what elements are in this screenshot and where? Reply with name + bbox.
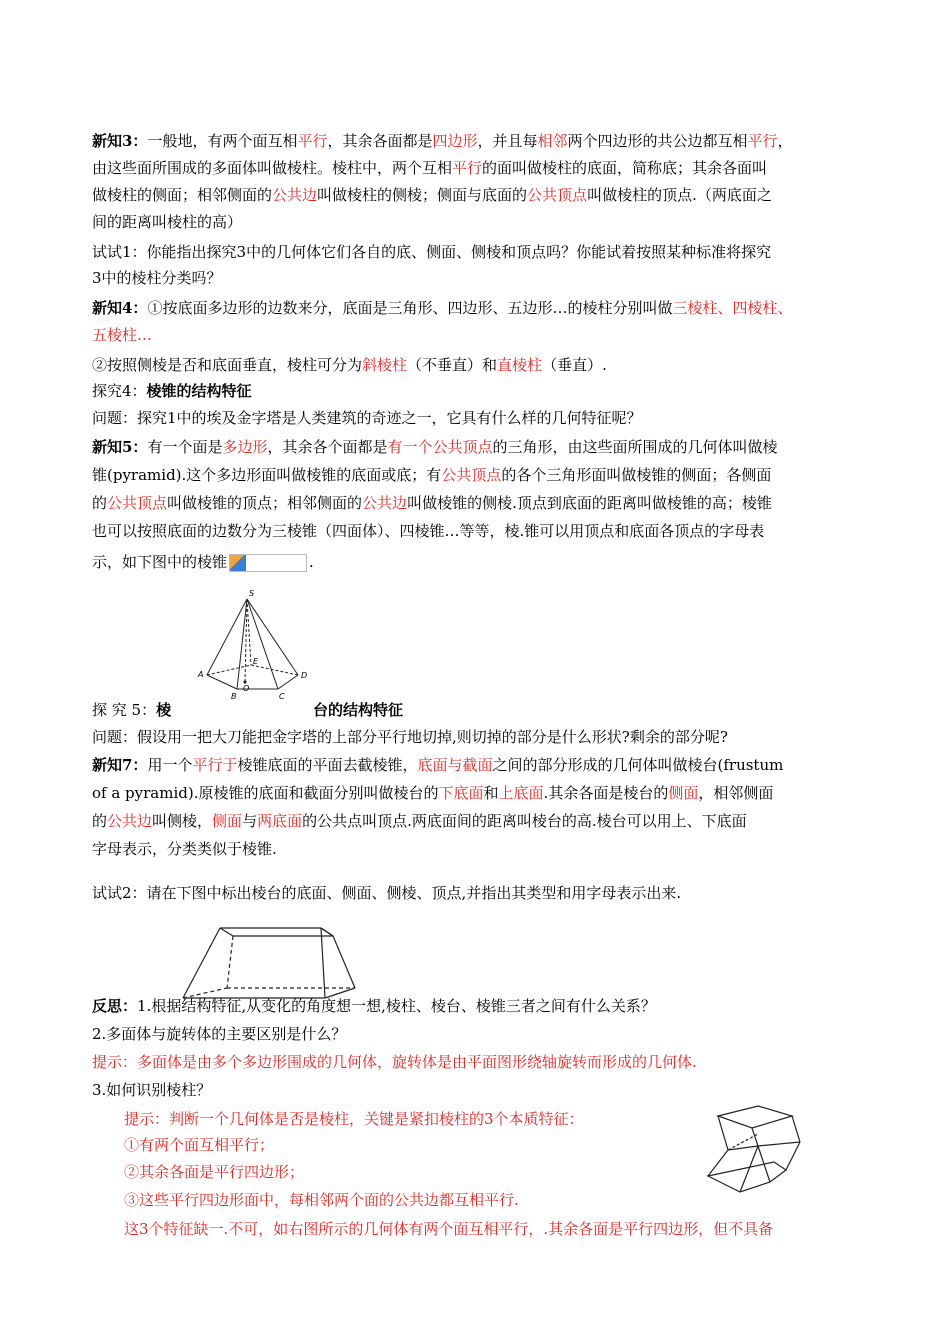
xz7-label: 新知7： (92, 756, 148, 774)
pyramid-figure (195, 585, 320, 701)
highlight: 相邻 (537, 132, 568, 150)
text: .其余各面是棱台的 (543, 784, 669, 802)
text: ，其余各个面都是 (267, 438, 388, 456)
xz7-line-3 (92, 811, 747, 831)
tip3-line-3: ②其余各面是平行四边形； (124, 1163, 305, 1181)
text: 探究4： (92, 382, 147, 400)
highlight: 斜棱柱 (362, 356, 408, 374)
xz3-line-1 (92, 131, 793, 151)
highlight: 侧面 (668, 784, 699, 802)
text: 叫做棱柱的侧棱；侧面与底面的 (317, 186, 528, 204)
wenti2: 问题：假设用一把大刀能把金字塔的上部分平行地切掉,则切掉的部分是什么形状?剩余的部分呢? (92, 728, 728, 746)
text: 和 (483, 784, 499, 802)
wenti1: 问题：探究1中的埃及金字塔是人类建筑的奇迹之一，它具有什么样的几何特征呢？ (92, 409, 642, 427)
xz5-line-2 (92, 465, 771, 485)
tip2: 提示：多面体是由多个多边形围成的几何体，旋转体是由平面图形绕轴旋转而形成的几何体. (92, 1053, 697, 1071)
highlight: 公共顶点 (107, 494, 168, 512)
text: 做棱柱的侧面；相邻侧面的 (92, 186, 273, 204)
highlight: 公共顶点 (441, 466, 502, 484)
text: （不垂直）和 (407, 356, 498, 374)
xz4-line-1 (92, 298, 792, 318)
shishi1-line-1: 试试1：你能指出探究3中的几何体它们各自的底、侧面、侧棱和顶点吗？你能试着按照某种标准将探究 (92, 243, 772, 261)
text: 的 (92, 812, 108, 830)
text: （垂直）. (542, 356, 607, 374)
text: 的三角形，由这些面所围成的几何体叫做棱 (492, 438, 778, 456)
highlight: 公共顶点 (527, 186, 588, 204)
text: . (309, 553, 314, 571)
xz7-line-2 (92, 783, 773, 803)
highlight: 直棱柱 (497, 356, 543, 374)
text: 棱锥底面的平面去截棱锥， (237, 756, 418, 774)
highlight: 底面与截面 (417, 756, 493, 774)
twisted-prism-figure (700, 1102, 810, 1197)
tip3-line-5: 这3个特征缺一.不可，如右图所示的几何体有两个面互相平行，.其余各面是平行四边形，但不具备 (124, 1220, 774, 1238)
xz4-line-3 (92, 355, 607, 375)
highlight: 平行 (452, 159, 483, 177)
label-b: B (231, 692, 237, 701)
text: ，相邻侧面 (698, 784, 774, 802)
text: ， (777, 132, 793, 150)
xz3-line-2 (92, 158, 767, 178)
shishi2: 试试2：请在下图中标出棱台的底面、侧面、侧棱、顶点,并指出其类型和用字母表示出来. (92, 884, 682, 902)
text: 有一个面是 (147, 438, 223, 456)
text: 与 (242, 812, 258, 830)
highlight: 多边形 (222, 438, 268, 456)
xz3-line-3 (92, 185, 772, 205)
tanjiu4-heading (92, 381, 252, 401)
highlight: 侧面 (212, 812, 243, 830)
text: 一般地，有两个面互相 (147, 132, 298, 150)
highlight: 上底面 (498, 784, 544, 802)
highlight: 平行 (747, 132, 778, 150)
text: 探 究 5： (92, 701, 157, 719)
xz4-label: 新知4： (92, 299, 148, 317)
highlight: 四边形 (432, 132, 478, 150)
label-a: A (198, 670, 204, 679)
tip3-line-2: ①有两个面互相平行； (124, 1136, 275, 1154)
highlight: 五棱柱… (92, 326, 153, 344)
highlight: 平行 (297, 132, 328, 150)
text: 用一个 (147, 756, 193, 774)
text: 之间的部分形成的几何体叫做棱台(frustum (492, 756, 784, 774)
text: ①按底面多边形的边数来分，底面是三角形、四边形、五边形…的棱柱分别叫做 (147, 299, 673, 317)
embedded-object-icon (229, 554, 307, 572)
xz5-label: 新知5： (92, 438, 148, 456)
heading-title: 棱 (156, 701, 172, 719)
tip3-line-4: ③这些平行四边形面中，每相邻两个面的公共边都互相平行. (124, 1191, 519, 1209)
highlight: 三棱柱、四棱柱、 (672, 299, 793, 317)
label-e: E (253, 657, 259, 666)
q2: 2.多面体与旋转体的主要区别是什么？ (92, 1025, 347, 1043)
text: 叫做棱锥的顶点；相邻侧面的 (167, 494, 363, 512)
fansi-label: 反思： (92, 997, 138, 1015)
heading-title: 棱锥的结构特征 (146, 382, 252, 400)
label-c: C (279, 692, 285, 701)
label-s: S (249, 589, 255, 598)
text: 的面叫做棱柱的底面，简称底；其余各面叫 (482, 159, 768, 177)
xz5-line-4: 也可以按照底面的边数分为三棱锥（四面体）、四棱锥…等等，棱.锥可以用顶点和底面各顶点的字母表 (92, 522, 765, 540)
text: ，并且每 (477, 132, 538, 150)
highlight: 平行于 (192, 756, 238, 774)
text: 叫做棱锥的侧棱.顶点到底面的距离叫做棱锥的高；棱锥 (407, 494, 772, 512)
text: 的公共点叫顶点.两底面间的距离叫棱台的高.棱台可以用上、下底面 (302, 812, 747, 830)
xz5-line-1 (92, 437, 778, 457)
highlight: 有一个公共顶点 (387, 438, 493, 456)
highlight: 公共边 (107, 812, 153, 830)
text: 1.根据结构特征,从变化的角度想一想,棱柱、棱台、棱锥三者之间有什么关系？ (137, 997, 656, 1015)
xz7-line-4: 字母表示，分类类似于棱锥. (92, 840, 277, 858)
text: 的各个三角形面叫做棱锥的侧面；各侧面 (501, 466, 772, 484)
tanjiu5-heading (92, 700, 171, 720)
tanjiu5-heading-tail (313, 700, 403, 720)
text: 示，如下图中的棱锥 (92, 553, 228, 571)
text: ，其余各面都是 (327, 132, 433, 150)
q3: 3.如何识别棱柱？ (92, 1081, 212, 1099)
xz4-line-2 (92, 325, 152, 345)
text: 两个四边形的共公边都互相 (567, 132, 748, 150)
shishi1-line-2: 3中的棱柱分类吗？ (92, 269, 222, 287)
text: 的 (92, 494, 108, 512)
label-d: D (301, 671, 308, 680)
xz5-line-3 (92, 493, 772, 513)
text: of a pyramid).原棱锥的底面和截面分别叫做棱台的 (92, 784, 439, 802)
text: 锥(pyramid).这个多边形面叫做棱锥的底面或底；有 (92, 466, 442, 484)
fansi-line (92, 996, 656, 1016)
tip3-line-1: 提示：判断一个几何体是否是棱柱，关键是紧扣棱柱的3个本质特征： (124, 1110, 584, 1128)
highlight: 公共边 (362, 494, 408, 512)
xz7-line-1 (92, 755, 783, 775)
label-o: O (243, 684, 250, 693)
text: ②按照侧棱是否和底面垂直，棱柱可分为 (92, 356, 363, 374)
xz3-line-4: 间的距离叫棱柱的高） (92, 213, 243, 231)
highlight: 两底面 (257, 812, 303, 830)
heading-title: 台的结构特征 (313, 701, 404, 719)
highlight: 下底面 (438, 784, 484, 802)
xz3-label: 新知3： (92, 132, 148, 150)
text: 由这些面所围成的多面体叫做棱柱。棱柱中，两个互相 (92, 159, 453, 177)
text: 叫做棱柱的顶点.（两底面之 (587, 186, 772, 204)
highlight: 公共边 (272, 186, 318, 204)
frustum-figure (175, 918, 360, 1003)
text: 叫侧棱， (152, 812, 213, 830)
xz5-line-5 (92, 552, 314, 572)
